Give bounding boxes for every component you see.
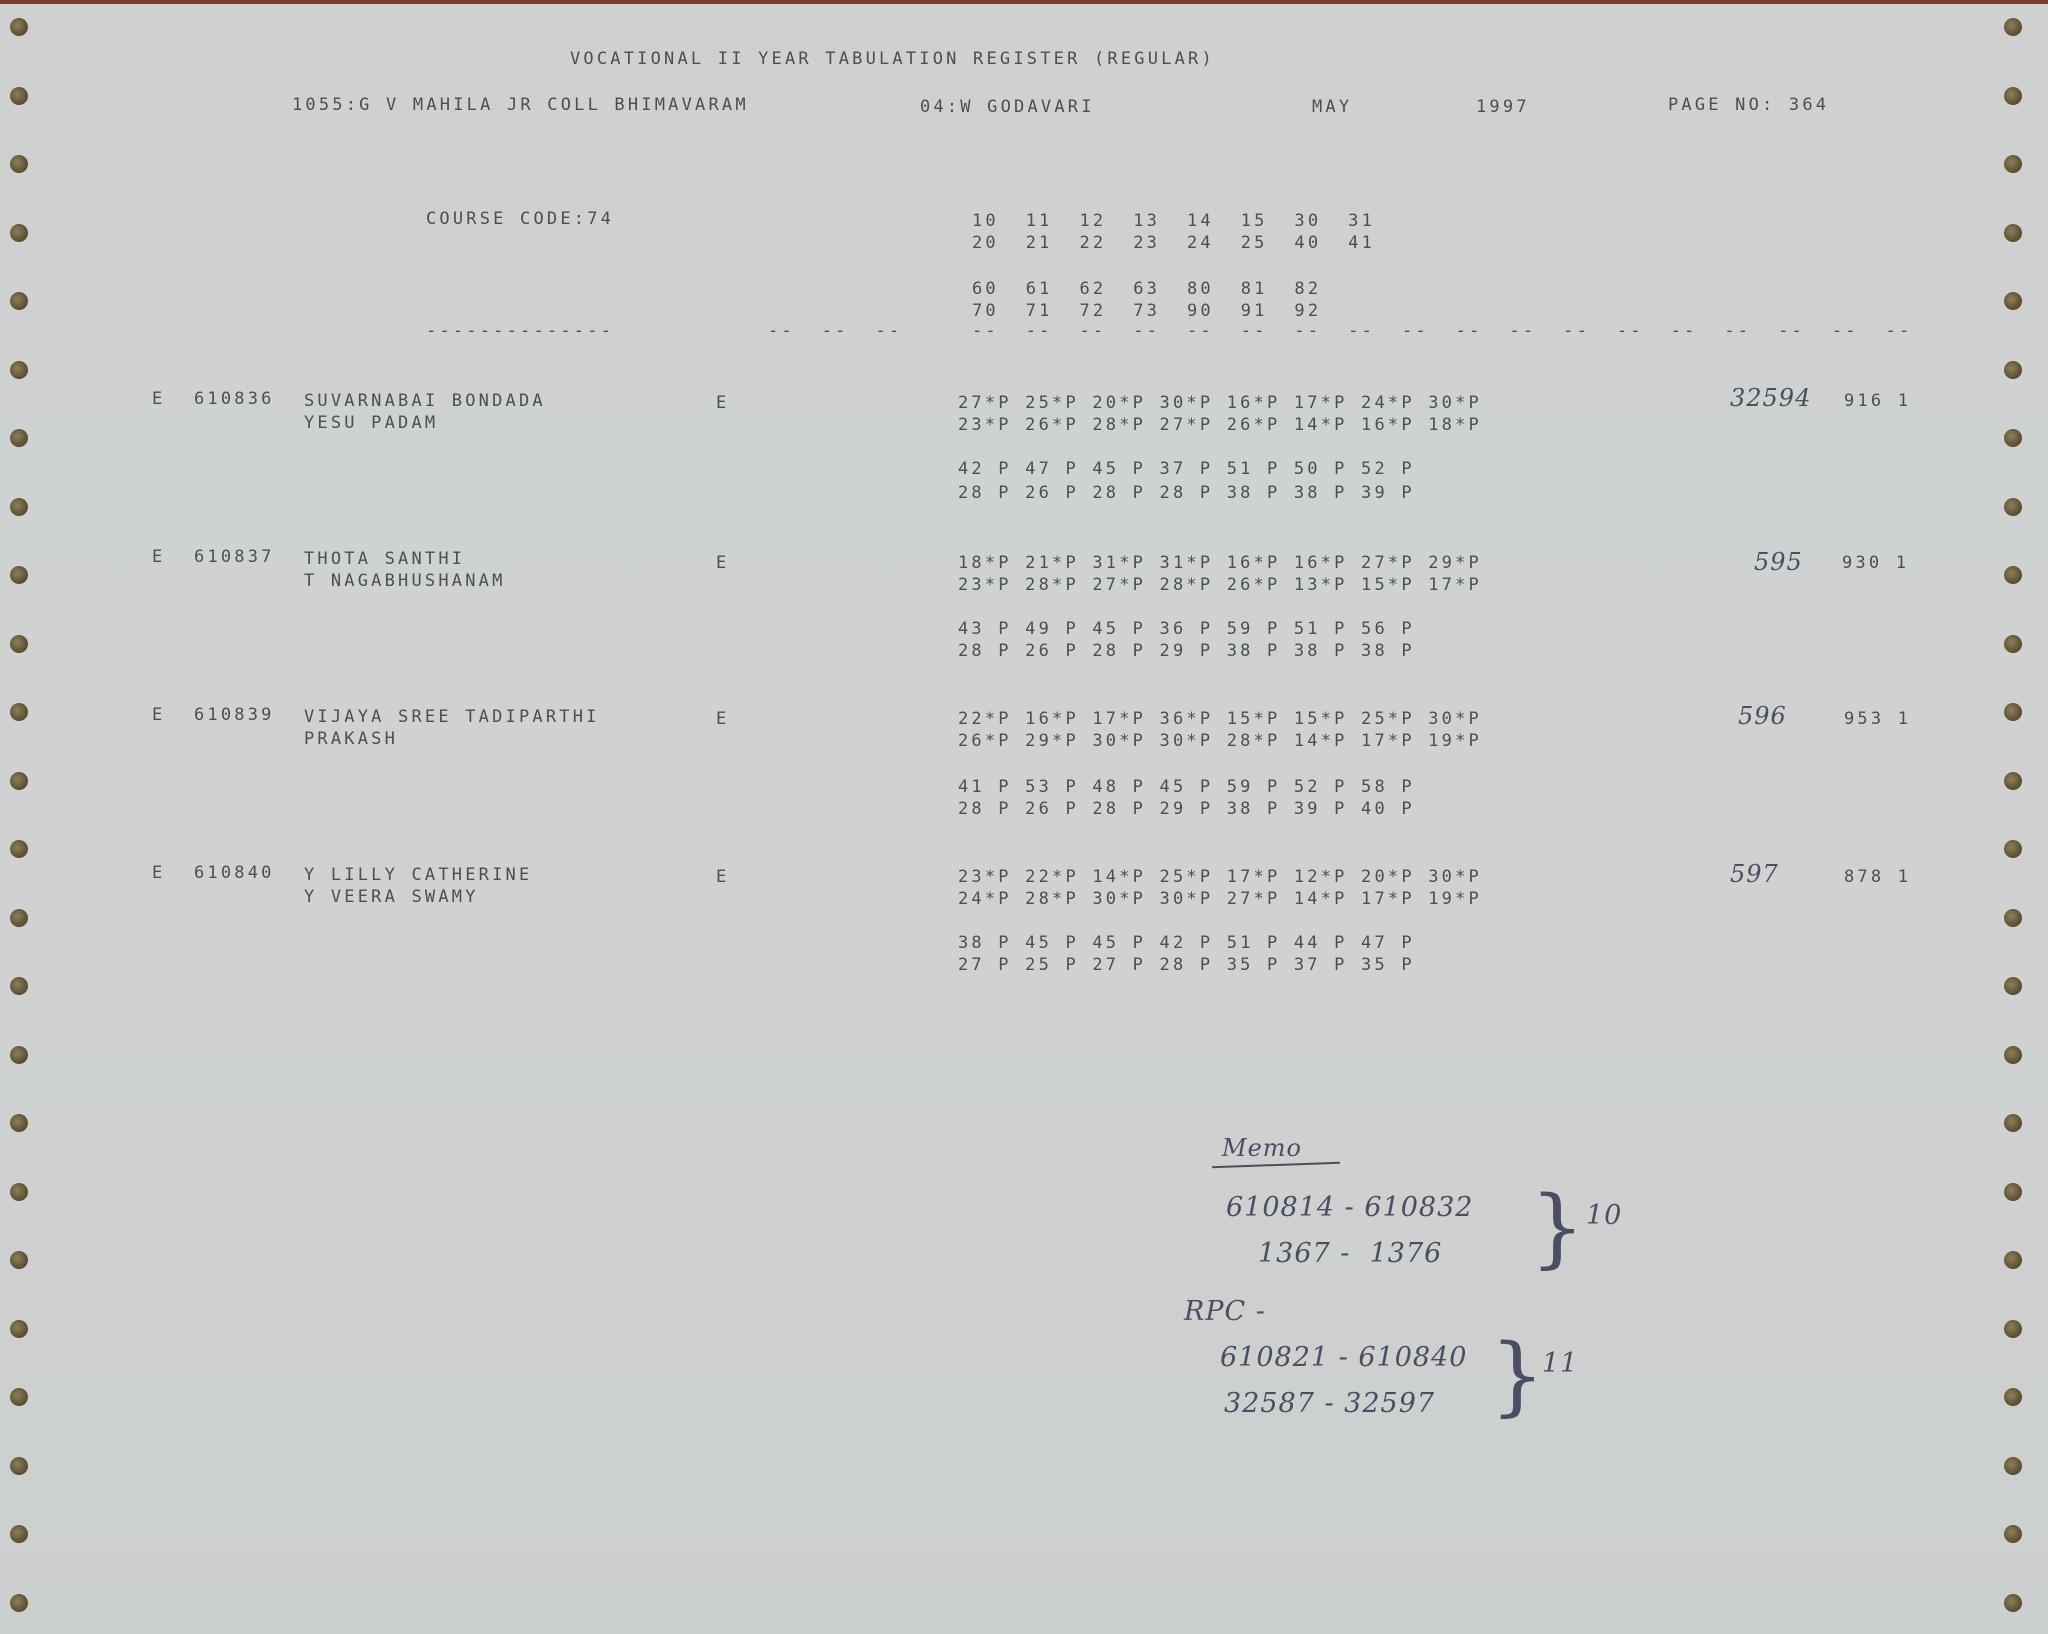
tractor-hole: [2004, 429, 2022, 447]
marks-row-2: 23*P 26*P 28*P 27*P 26*P 14*P 16*P 18*P: [958, 415, 1482, 435]
course-underline: --------------: [426, 321, 615, 341]
left-tractor-holes: [8, 0, 48, 1634]
tractor-hole: [10, 155, 28, 173]
marks-row-4: 28 P 26 P 28 P 29 P 38 P 38 P 38 P: [958, 641, 1415, 661]
tractor-hole: [10, 1594, 28, 1612]
marks-row-1: 18*P 21*P 31*P 31*P 16*P 16*P 27*P 29*P: [958, 553, 1482, 573]
rpc-range-rolls: 610821 - 610840: [1220, 1342, 1468, 1373]
handwritten-serial: 32594: [1730, 384, 1812, 412]
tractor-hole: [2004, 361, 2022, 379]
tractor-hole: [2004, 1046, 2022, 1064]
marks-row-4: 28 P 26 P 28 P 29 P 38 P 39 P 40 P: [958, 799, 1415, 819]
tractor-hole: [10, 1388, 28, 1406]
student-name: THOTA SANTHI: [304, 549, 466, 569]
tractor-hole: [10, 772, 28, 790]
tractor-hole: [2004, 1594, 2022, 1612]
tractor-hole: [10, 18, 28, 36]
tractor-hole: [2004, 1388, 2022, 1406]
medium: E: [716, 393, 730, 413]
memo-range-rolls: 610814 - 610832: [1226, 1192, 1474, 1223]
tractor-hole: [2004, 18, 2022, 36]
paper-top-edge: [0, 0, 2048, 4]
medium: E: [716, 709, 730, 729]
college-name: 1055:G V MAHILA JR COLL BHIMAVARAM: [292, 95, 749, 115]
tractor-hole: [2004, 977, 2022, 995]
tractor-hole: [10, 292, 28, 310]
tractor-hole: [10, 977, 28, 995]
tractor-hole: [2004, 909, 2022, 927]
total-marks: 916 1: [1844, 391, 1912, 411]
marks-row-3: 41 P 53 P 48 P 45 P 59 P 52 P 58 P: [958, 777, 1415, 797]
separator-left: -- -- --: [768, 321, 903, 341]
roll-number: 610840: [194, 863, 275, 883]
exam-year: 1997: [1476, 97, 1530, 117]
medium: E: [716, 553, 730, 573]
tractor-hole: [2004, 498, 2022, 516]
subject-codes-row-4: 70 71 72 73 90 91 92: [972, 301, 1322, 321]
marks-row-2: 26*P 29*P 30*P 30*P 28*P 14*P 17*P 19*P: [958, 731, 1482, 751]
tractor-hole: [2004, 1114, 2022, 1132]
rpc-range-serials: 32587 - 32597: [1224, 1388, 1436, 1419]
memo-underline: [1212, 1162, 1340, 1168]
tractor-hole: [2004, 635, 2022, 653]
memo-range-serials: 1367 - 1376: [1258, 1238, 1443, 1269]
tractor-hole: [2004, 772, 2022, 790]
student-name: VIJAYA SREE TADIPARTHI: [304, 707, 600, 727]
total-marks: 930 1: [1842, 553, 1910, 573]
student-name: SUVARNABAI BONDADA: [304, 391, 546, 411]
tractor-hole: [2004, 566, 2022, 584]
separator-main: -- -- -- -- -- -- -- -- -- -- -- -- -- -- -- -- -- --: [972, 321, 1913, 341]
handwritten-serial: 597: [1730, 860, 1779, 888]
tractor-hole: [2004, 1183, 2022, 1201]
tractor-hole: [10, 635, 28, 653]
father-name: YESU PADAM: [304, 413, 439, 433]
roll-number: 610836: [194, 389, 275, 409]
record-code: E: [152, 389, 166, 409]
tractor-hole: [2004, 840, 2022, 858]
record-code: E: [152, 863, 166, 883]
rpc-brace: }: [1490, 1326, 1545, 1426]
father-name: Y VEERA SWAMY: [304, 887, 479, 907]
tractor-hole: [10, 1114, 28, 1132]
tractor-hole: [10, 1183, 28, 1201]
tractor-hole: [2004, 292, 2022, 310]
marks-row-1: 27*P 25*P 20*P 30*P 16*P 17*P 24*P 30*P: [958, 393, 1482, 413]
marks-row-2: 24*P 28*P 30*P 30*P 27*P 14*P 17*P 19*P: [958, 889, 1482, 909]
subject-codes-row-2: 20 21 22 23 24 25 40 41: [972, 233, 1376, 253]
rpc-count: 11: [1542, 1348, 1579, 1379]
record-code: E: [152, 705, 166, 725]
tractor-hole: [10, 498, 28, 516]
tractor-hole: [2004, 1320, 2022, 1338]
tractor-hole: [2004, 155, 2022, 173]
tractor-hole: [10, 87, 28, 105]
memo-label: Memo: [1222, 1134, 1302, 1162]
subject-codes-row-3: 60 61 62 63 80 81 82: [972, 279, 1322, 299]
tractor-hole: [10, 909, 28, 927]
page-number: PAGE NO: 364: [1668, 95, 1830, 115]
district-name: 04:W GODAVARI: [920, 97, 1095, 117]
record-code: E: [152, 547, 166, 567]
father-name: PRAKASH: [304, 729, 399, 749]
right-tractor-holes: [2002, 0, 2042, 1634]
marks-row-2: 23*P 28*P 27*P 28*P 26*P 13*P 15*P 17*P: [958, 575, 1482, 595]
marks-row-4: 27 P 25 P 27 P 28 P 35 P 37 P 35 P: [958, 955, 1415, 975]
tractor-hole: [10, 566, 28, 584]
marks-row-1: 23*P 22*P 14*P 25*P 17*P 12*P 20*P 30*P: [958, 867, 1482, 887]
roll-number: 610837: [194, 547, 275, 567]
register-title: VOCATIONAL II YEAR TABULATION REGISTER (REGULAR): [570, 49, 1215, 69]
rpc-label: RPC -: [1184, 1296, 1266, 1327]
medium: E: [716, 867, 730, 887]
tractor-hole: [10, 429, 28, 447]
tractor-hole: [10, 1320, 28, 1338]
tractor-hole: [10, 1457, 28, 1475]
tractor-hole: [10, 1525, 28, 1543]
handwritten-serial: 596: [1738, 702, 1787, 730]
subject-codes-row-1: 10 11 12 13 14 15 30 31: [972, 211, 1376, 231]
tractor-hole: [2004, 703, 2022, 721]
exam-month: MAY: [1312, 97, 1353, 117]
handwritten-serial: 595: [1754, 548, 1803, 576]
tractor-hole: [10, 224, 28, 242]
total-marks: 953 1: [1844, 709, 1912, 729]
tractor-hole: [2004, 1525, 2022, 1543]
tractor-hole: [10, 840, 28, 858]
marks-row-1: 22*P 16*P 17*P 36*P 15*P 15*P 25*P 30*P: [958, 709, 1482, 729]
marks-row-3: 43 P 49 P 45 P 36 P 59 P 51 P 56 P: [958, 619, 1415, 639]
student-name: Y LILLY CATHERINE: [304, 865, 533, 885]
tractor-hole: [2004, 1251, 2022, 1269]
tractor-hole: [10, 1251, 28, 1269]
memo-count: 10: [1586, 1200, 1623, 1231]
total-marks: 878 1: [1844, 867, 1912, 887]
marks-row-3: 42 P 47 P 45 P 37 P 51 P 50 P 52 P: [958, 459, 1415, 479]
marks-row-4: 28 P 26 P 28 P 28 P 38 P 38 P 39 P: [958, 483, 1415, 503]
father-name: T NAGABHUSHANAM: [304, 571, 506, 591]
marks-row-3: 38 P 45 P 45 P 42 P 51 P 44 P 47 P: [958, 933, 1415, 953]
tractor-hole: [2004, 224, 2022, 242]
tractor-hole: [10, 1046, 28, 1064]
memo-brace: }: [1530, 1178, 1585, 1278]
tractor-hole: [2004, 1457, 2022, 1475]
tractor-hole: [10, 361, 28, 379]
roll-number: 610839: [194, 705, 275, 725]
tractor-hole: [2004, 87, 2022, 105]
course-code: COURSE CODE:74: [426, 209, 615, 229]
tractor-hole: [10, 703, 28, 721]
